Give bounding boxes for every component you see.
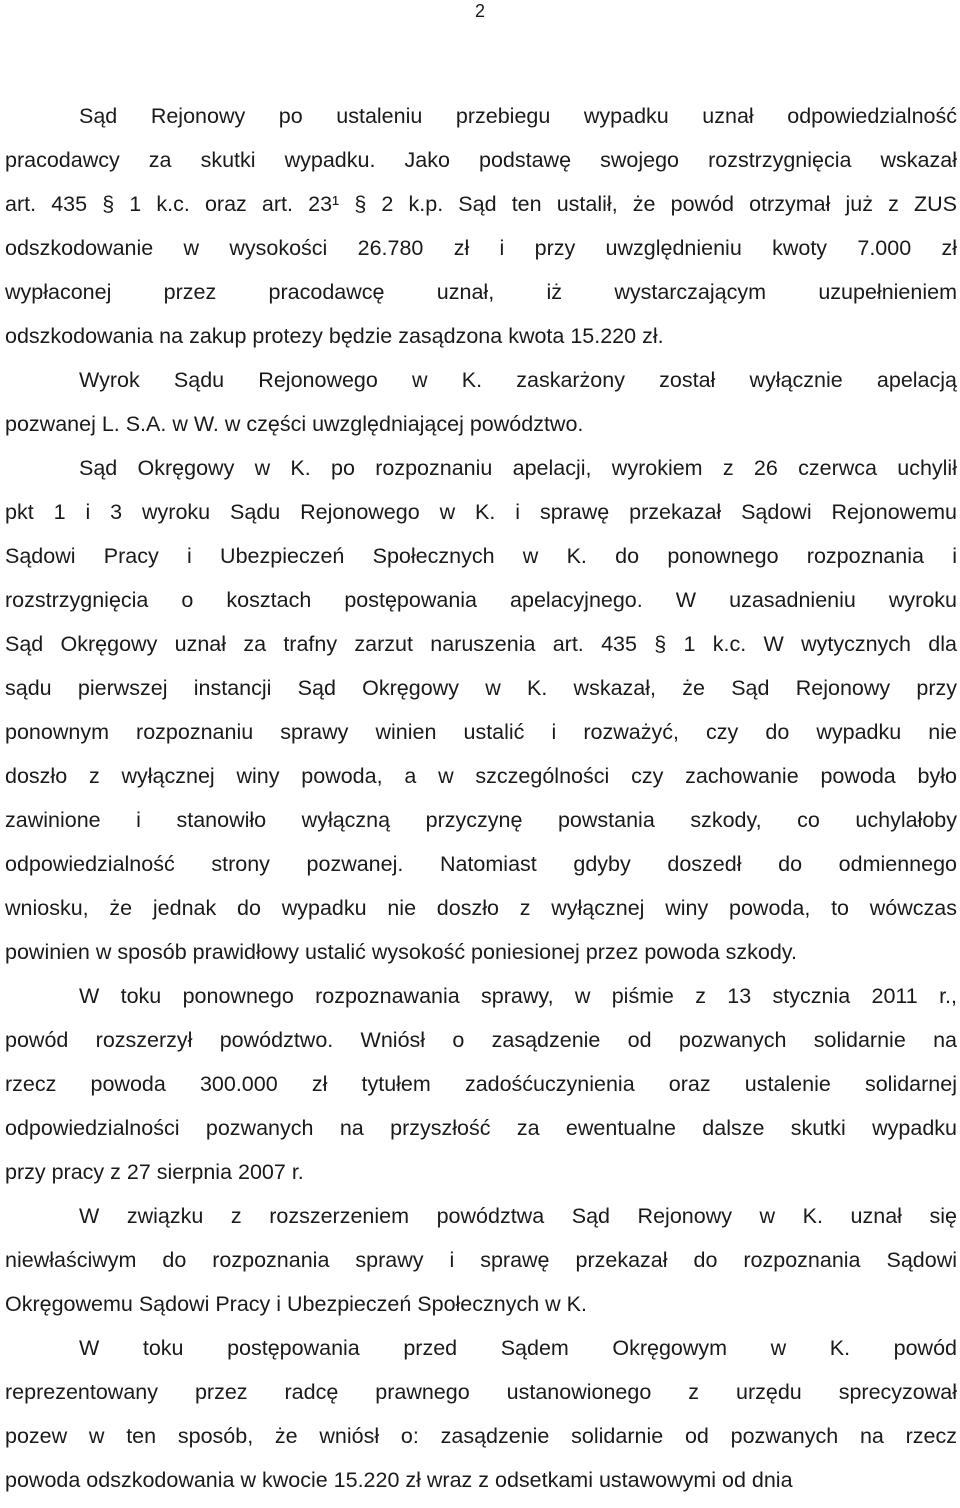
paragraph <box>5 358 957 446</box>
paragraph <box>5 1326 957 1502</box>
paragraph-line: Sąd Okręgowy uznał za trafny zarzut naruszenia art. 435 § 1 k.c. W wytycznych dla <box>5 632 957 656</box>
page-number: 2 <box>474 1 485 21</box>
paragraph-line: powoda odszkodowania w kwocie 15.220 zł wraz z odsetkami ustawowymi od dnia <box>5 1468 793 1492</box>
paragraph-line: Okręgowemu Sądowi Pracy i Ubezpieczeń Społecznych w K. <box>5 1292 587 1316</box>
paragraph-line: sądu pierwszej instancji Sąd Okręgowy w K. wskazał, że Sąd Rejonowy przy <box>5 676 957 700</box>
paragraph <box>5 1194 957 1326</box>
paragraph <box>5 446 957 974</box>
paragraph-line: wypłaconej przez pracodawcę uznał, iż wystarczającym uzupełnieniem <box>5 280 957 304</box>
paragraph-line: pozew w ten sposób, że wniósł o: zasądzenie solidarnie od pozwanych na rzecz <box>5 1424 957 1448</box>
paragraph-line: Sąd Rejonowy po ustaleniu przebiegu wypadku uznał odpowiedzialność <box>79 104 957 128</box>
paragraph-line: niewłaściwym do rozpoznania sprawy i sprawę przekazał do rozpoznania Sądowi <box>5 1248 957 1272</box>
paragraph-line: reprezentowany przez radcę prawnego ustanowionego z urzędu sprecyzował <box>5 1380 957 1404</box>
paragraph-line: W związku z rozszerzeniem powództwa Sąd Rejonowy w K. uznał się <box>79 1204 957 1228</box>
paragraph-line: zawinione i stanowiło wyłączną przyczynę powstania szkody, co uchylałoby <box>5 808 957 832</box>
paragraph-line: pracodawcy za skutki wypadku. Jako podstawę swojego rozstrzygnięcia wskazał <box>5 148 957 172</box>
paragraph-line: Sądowi Pracy i Ubezpieczeń Społecznych w K. do ponownego rozpoznania i <box>5 544 957 568</box>
paragraph-line: doszło z wyłącznej winy powoda, a w szczególności czy zachowanie powoda było <box>5 764 957 788</box>
paragraph-line: pozwanej L. S.A. w W. w części uwzględniającej powództwo. <box>5 412 584 436</box>
paragraph-line: W toku postępowania przed Sądem Okręgowym w K. powód <box>79 1336 957 1360</box>
paragraph-line: rzecz powoda 300.000 zł tytułem zadośćuczynienia oraz ustalenie solidarnej <box>5 1072 957 1096</box>
paragraph-line: odpowiedzialności pozwanych na przyszłość za ewentualne dalsze skutki wypadku <box>5 1116 957 1140</box>
paragraph-line: odpowiedzialność strony pozwanej. Natomiast gdyby doszedł do odmiennego <box>5 852 957 876</box>
paragraph-line: wniosku, że jednak do wypadku nie doszło z wyłącznej winy powoda, to wówczas <box>5 896 957 920</box>
paragraph-line: powód rozszerzył powództwo. Wniósł o zasądzenie od pozwanych solidarnie na <box>5 1028 957 1052</box>
paragraph-line: W toku ponownego rozpoznawania sprawy, w piśmie z 13 stycznia 2011 r., <box>79 984 957 1008</box>
paragraph-line: ponownym rozpoznaniu sprawy winien ustalić i rozważyć, czy do wypadku nie <box>5 720 957 744</box>
paragraph-line: Sąd Okręgowy w K. po rozpoznaniu apelacji, wyrokiem z 26 czerwca uchylił <box>79 456 957 480</box>
paragraph-line: odszkodowania na zakup protezy będzie zasądzona kwota 15.220 zł. <box>5 324 664 348</box>
document-body <box>5 94 957 1502</box>
paragraph-line: przy pracy z 27 sierpnia 2007 r. <box>5 1160 304 1184</box>
paragraph <box>5 94 957 358</box>
paragraph-line: Wyrok Sądu Rejonowego w K. zaskarżony został wyłącznie apelacją <box>79 368 957 392</box>
paragraph-line: art. 435 § 1 k.c. oraz art. 23¹ § 2 k.p. Sąd ten ustalił, że powód otrzymał już z ZUS <box>5 192 957 216</box>
paragraph-line: pkt 1 i 3 wyroku Sądu Rejonowego w K. i sprawę przekazał Sądowi Rejonowemu <box>5 500 957 524</box>
paragraph <box>5 974 957 1194</box>
paragraph-line: powinien w sposób prawidłowy ustalić wysokość poniesionej przez powoda szkody. <box>5 940 797 964</box>
paragraph-line: rozstrzygnięcia o kosztach postępowania apelacyjnego. W uzasadnieniu wyroku <box>5 588 957 612</box>
paragraph-line: odszkodowanie w wysokości 26.780 zł i przy uwzględnieniu kwoty 7.000 zł <box>5 236 957 260</box>
